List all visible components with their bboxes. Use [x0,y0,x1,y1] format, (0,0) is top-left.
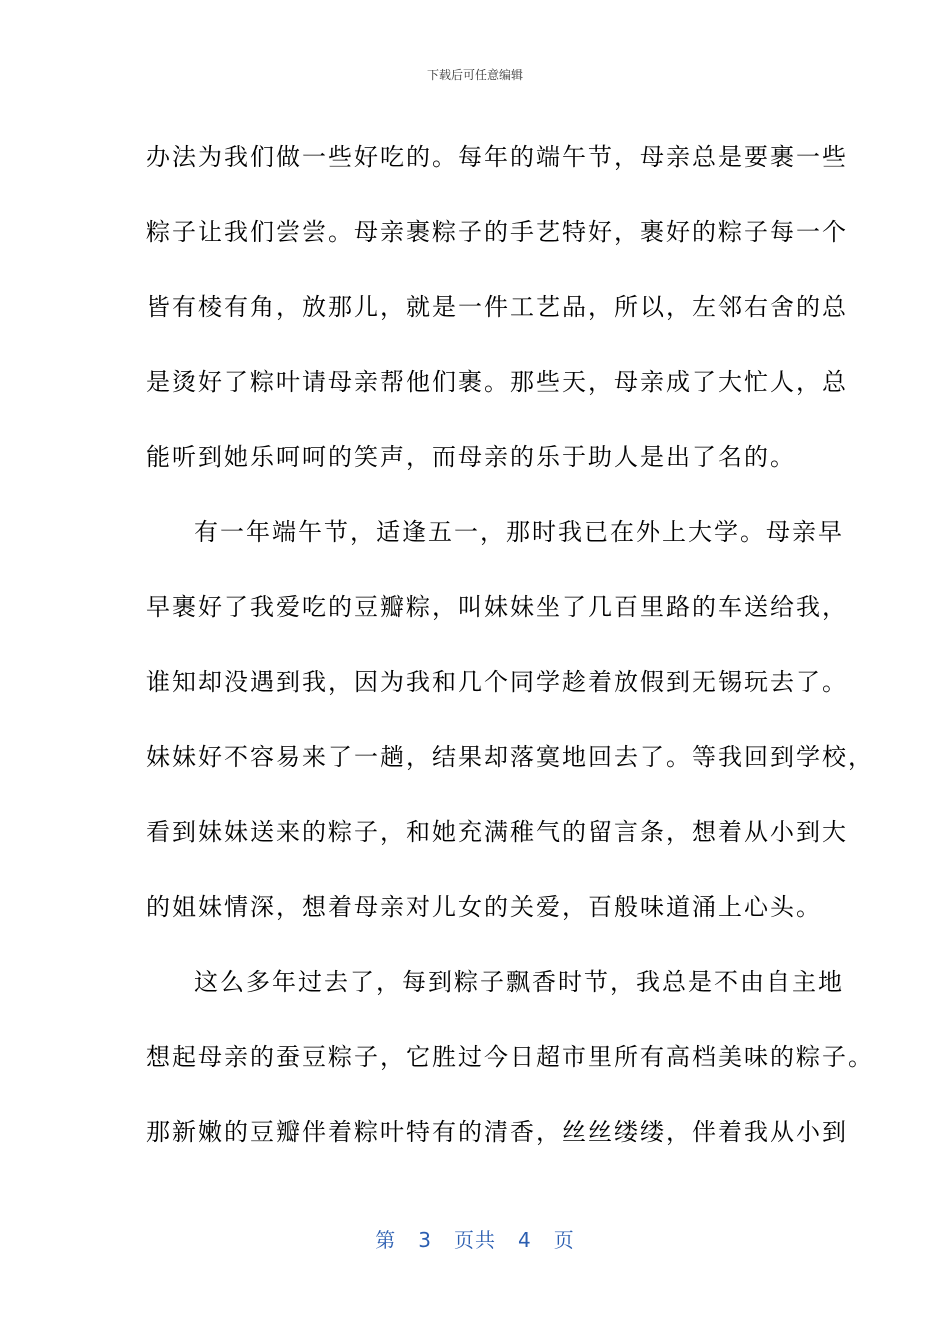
document-body [146,120,874,1170]
page-suffix: 页 [553,1228,575,1252]
text-line: 能听到她乐呵呵的笑声，而母亲的乐于助人是出了名的。 [146,443,796,471]
header-note: 下载后可任意编辑 [426,68,523,82]
text-line: 那新嫩的豆瓣伴着粽叶特有的清香，丝丝缕缕，伴着我从小到 [146,1118,848,1146]
current-page-number: 3 [418,1228,432,1252]
text-line: 皆有棱有角，放那儿，就是一件工艺品，所以，左邻右舍的总 [146,293,848,321]
text-line: 看到妹妹送来的粽子，和她充满稚气的留言条，想着从小到大 [146,818,848,846]
total-pages-number: 4 [518,1228,532,1252]
text-line: 粽子让我们尝尝。母亲裹粽子的手艺特好，裹好的粽子每一个 [146,218,848,246]
text-line: 妹妹好不容易来了一趟，结果却落寞地回去了。等我回到学校， [146,743,874,771]
paragraph-start-line: 有一年端午节，适逢五一，那时我已在外上大学。母亲早 [194,518,844,546]
page-mid: 页共 [454,1228,496,1252]
text-line: 的姐妹情深，想着母亲对儿女的关爱，百般味道涌上心头。 [146,893,822,921]
page-prefix: 第 [375,1228,397,1252]
text-line: 是烫好了粽叶请母亲帮他们裹。那些天，母亲成了大忙人，总 [146,368,848,396]
text-line: 想起母亲的蚕豆粽子，它胜过今日超市里所有高档美味的粽子。 [146,1043,874,1071]
paragraph-start-line: 这么多年过去了，每到粽子飘香时节，我总是不由自主地 [194,968,844,996]
text-line: 谁知却没遇到我，因为我和几个同学趁着放假到无锡玩去了。 [146,668,848,696]
text-line: 早裹好了我爱吃的豆瓣粽，叫妹妹坐了几百里路的车送给我， [146,593,848,621]
text-line: 办法为我们做一些好吃的。每年的端午节，母亲总是要裹一些 [146,143,848,171]
page-footer [0,1224,950,1253]
